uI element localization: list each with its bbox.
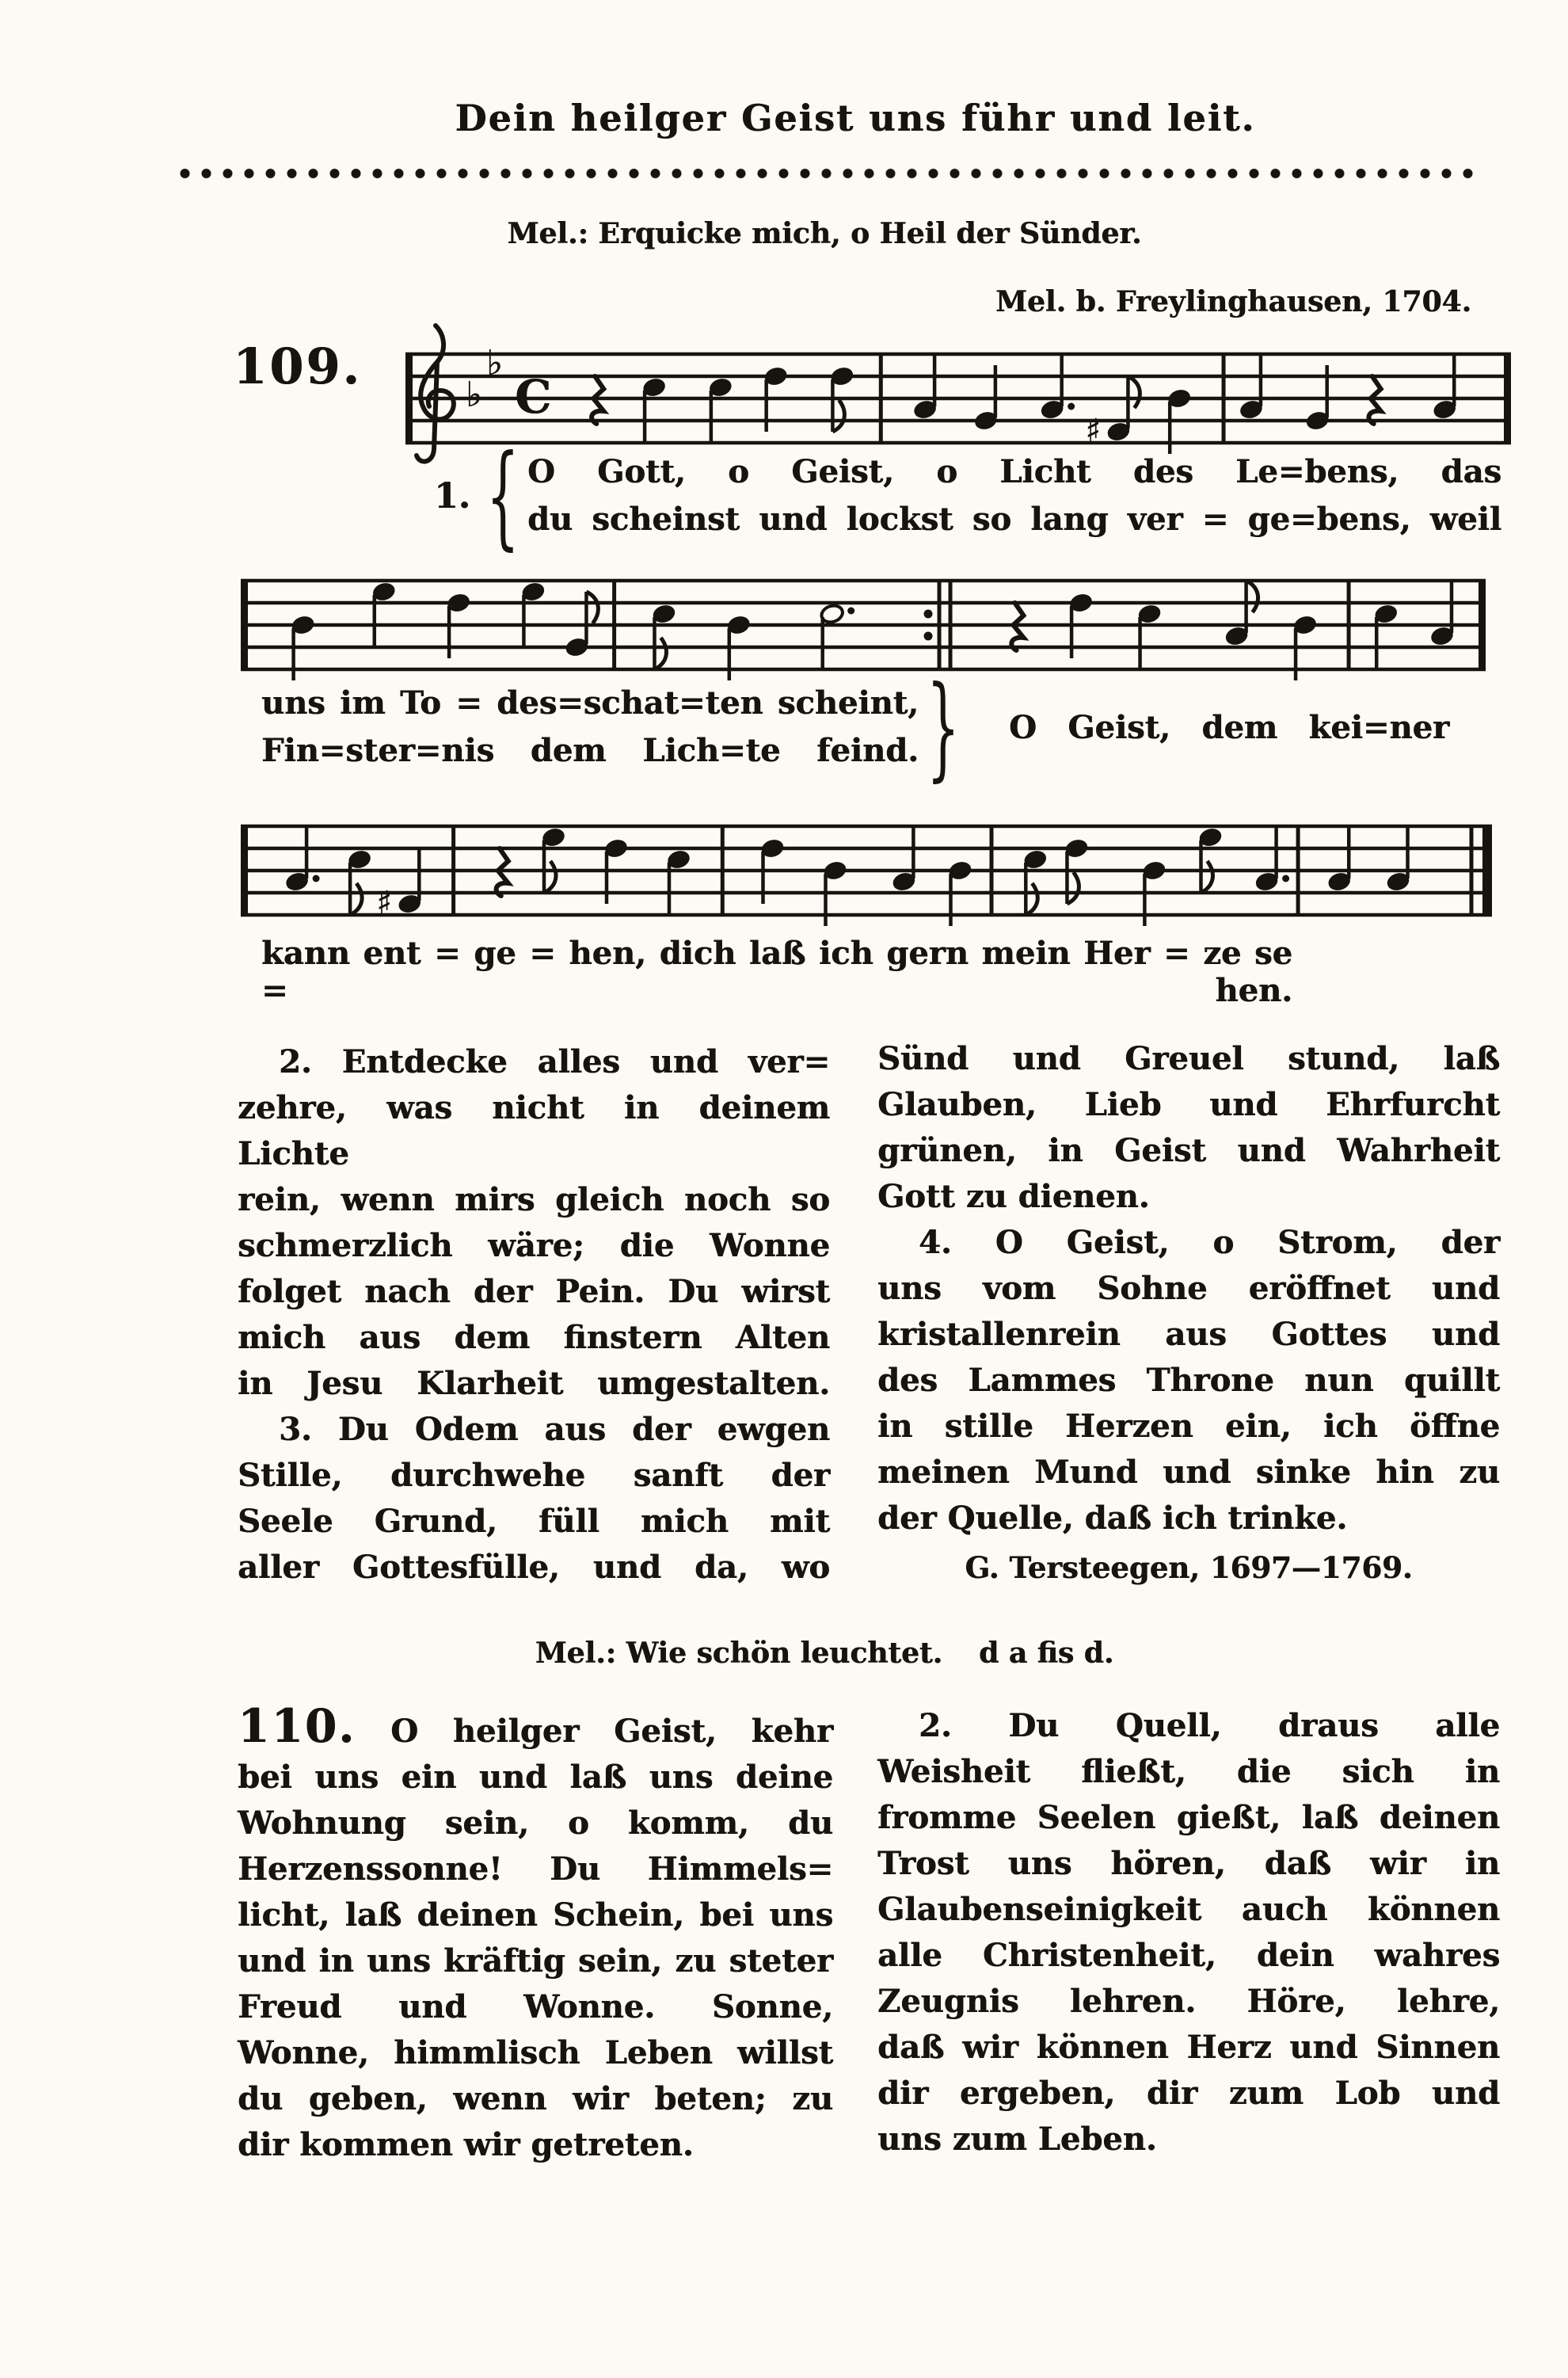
verse-line: du geben, wenn wir beten; zu (238, 2080, 833, 2117)
verse-line: alle Christenheit, dein wahres (877, 1937, 1500, 1974)
lyric-line: du scheinst und lockst so lang ver = ge=bens, weil (527, 501, 1501, 538)
verse-line: daß wir können Herz und Sinnen (877, 2029, 1500, 2066)
verse-line: Glaubenseinigkeit auch können (877, 1891, 1500, 1928)
lyric-line: Fin=ster=nis dem Lich=te feind. (261, 732, 919, 769)
hymn-109-left-column (238, 1039, 830, 1591)
hymn-number-109: 109. (233, 337, 363, 395)
brace-open: { (485, 430, 519, 562)
author-attribution: G. Tersteegen, 1697—1769. (965, 1550, 1413, 1585)
verse-line: kristallenrein aus Gottes und (877, 1316, 1500, 1353)
verse-line: rein, wenn mirs gleich noch so (238, 1181, 830, 1218)
verse-line: licht, laß deinen Schein, bei uns (238, 1896, 833, 1934)
verse-line: Wohnung sein, o komm, du (238, 1804, 833, 1842)
lyric-tail-phrase: O Geist, dem kei=ner (1009, 708, 1449, 746)
music-staff-3 (241, 788, 1492, 956)
verse-line: grünen, in Geist und Wahrheit (877, 1132, 1500, 1169)
verse-line: Zeugnis lehren. Höre, lehre, (877, 1983, 1500, 2020)
verse-line: in Jesu Klarheit umgestalten. (238, 1365, 830, 1402)
verse-line: 4. O Geist, o Strom, der (919, 1224, 1500, 1261)
verse-line: in stille Herzen ein, ich öffne (877, 1408, 1500, 1445)
svg-text:♭: ♭ (466, 375, 482, 415)
svg-text:♭: ♭ (486, 343, 503, 383)
lyric-line: O Gott, o Geist, o Licht des Le=bens, das (527, 453, 1501, 490)
verse-line: O heilger Geist, kehr (390, 1713, 833, 1750)
hymn-number-110: 110. (238, 1699, 356, 1753)
verse-line: uns vom Sohne eröffnet und (877, 1270, 1500, 1307)
melody-source-109: Mel. b. Freylinghausen, 1704. (995, 285, 1471, 318)
verse-line: uns zum Leben. (877, 2121, 1157, 2158)
verse-line: des Lammes Throne nun quillt (877, 1362, 1500, 1399)
hymn-110-right-column (877, 1703, 1500, 2163)
hymn-109-right-column (877, 1036, 1500, 1591)
melody-reference-109: Mel.: Erquicke mich, o Heil der Sünder. (507, 217, 1142, 250)
verse-line: fromme Seelen gießt, laß deinen (877, 1799, 1500, 1836)
verse-line: zehre, was nicht in deinem Lichte (238, 1089, 830, 1172)
verse-line: Wonne, himmlisch Leben willst (238, 2034, 833, 2071)
lyric-lines (261, 680, 919, 775)
verse-line: bei uns ein und laß uns deine (238, 1759, 833, 1796)
svg-text:C: C (515, 370, 552, 424)
verse-line: dir ergeben, dir zum Lob und (877, 2075, 1500, 2112)
hymn-110-first-line (238, 1699, 833, 1755)
verse1-couplet-2 (261, 661, 1449, 793)
verse-line: 3. Du Odem aus der ewgen (279, 1411, 830, 1448)
dotted-rule (174, 162, 1475, 185)
lyric-line: uns im To = des=schat=ten scheint, (261, 684, 919, 722)
verse-line: mich aus dem finstern Alten (238, 1319, 830, 1356)
verse-line: Weisheit fließt, die sich in (877, 1753, 1500, 1790)
verse-line: Stille, durchwehe sanft der (238, 1457, 830, 1494)
svg-text:♯: ♯ (376, 885, 392, 921)
verse-line: Gott zu dienen. (877, 1178, 1150, 1215)
hymn-110-left-column (238, 1699, 833, 2168)
verse1-final-line: kann ent = ge = hen, dich laß ich gern mein Her = ze se = hen. (261, 935, 1292, 1009)
verse-line: Herzenssonne! Du Himmels= (238, 1850, 833, 1888)
melody-reference-110-row (174, 1637, 1475, 1670)
verse-number: 1. (434, 475, 470, 516)
verse-line: Freud und Wonne. Sonne, (238, 1988, 833, 2025)
svg-text:♯: ♯ (1085, 413, 1101, 449)
verse-line: und in uns kräftig sein, zu steter (238, 1942, 833, 1980)
verse-line: 2. Entdecke alles und ver= (279, 1043, 830, 1080)
verse-line: folget nach der Pein. Du wirst (238, 1273, 830, 1310)
verse-line: der Quelle, daß ich trinke. (877, 1500, 1348, 1537)
verse-line: dir kommen wir getreten. (238, 2126, 694, 2163)
verse1-couplet-1 (434, 430, 1501, 562)
brace-close: } (927, 661, 960, 793)
verse-line: Sünd und Greuel stund, laß (877, 1040, 1500, 1077)
melody-key-110: d a fis d. (979, 1637, 1114, 1670)
lyric-lines (527, 448, 1501, 543)
verse-line: Glauben, Lieb und Ehrfurcht (877, 1086, 1500, 1123)
verse-line: 2. Du Quell, draus alle (919, 1707, 1500, 1744)
verse-line: Trost uns hören, daß wir in (877, 1845, 1500, 1882)
melody-reference-110: Mel.: Wie schön leuchtet. (535, 1637, 943, 1670)
verse-line: aller Gottesfülle, und da, wo (238, 1549, 830, 1586)
verse-line: Seele Grund, füll mich mit (238, 1503, 830, 1540)
verse-line: schmerzlich wäre; die Wonne (238, 1227, 830, 1264)
verse-line: meinen Mund und sinke hin zu (877, 1454, 1500, 1491)
running-header: Dein heilger Geist uns führ und leit. (455, 97, 1256, 139)
